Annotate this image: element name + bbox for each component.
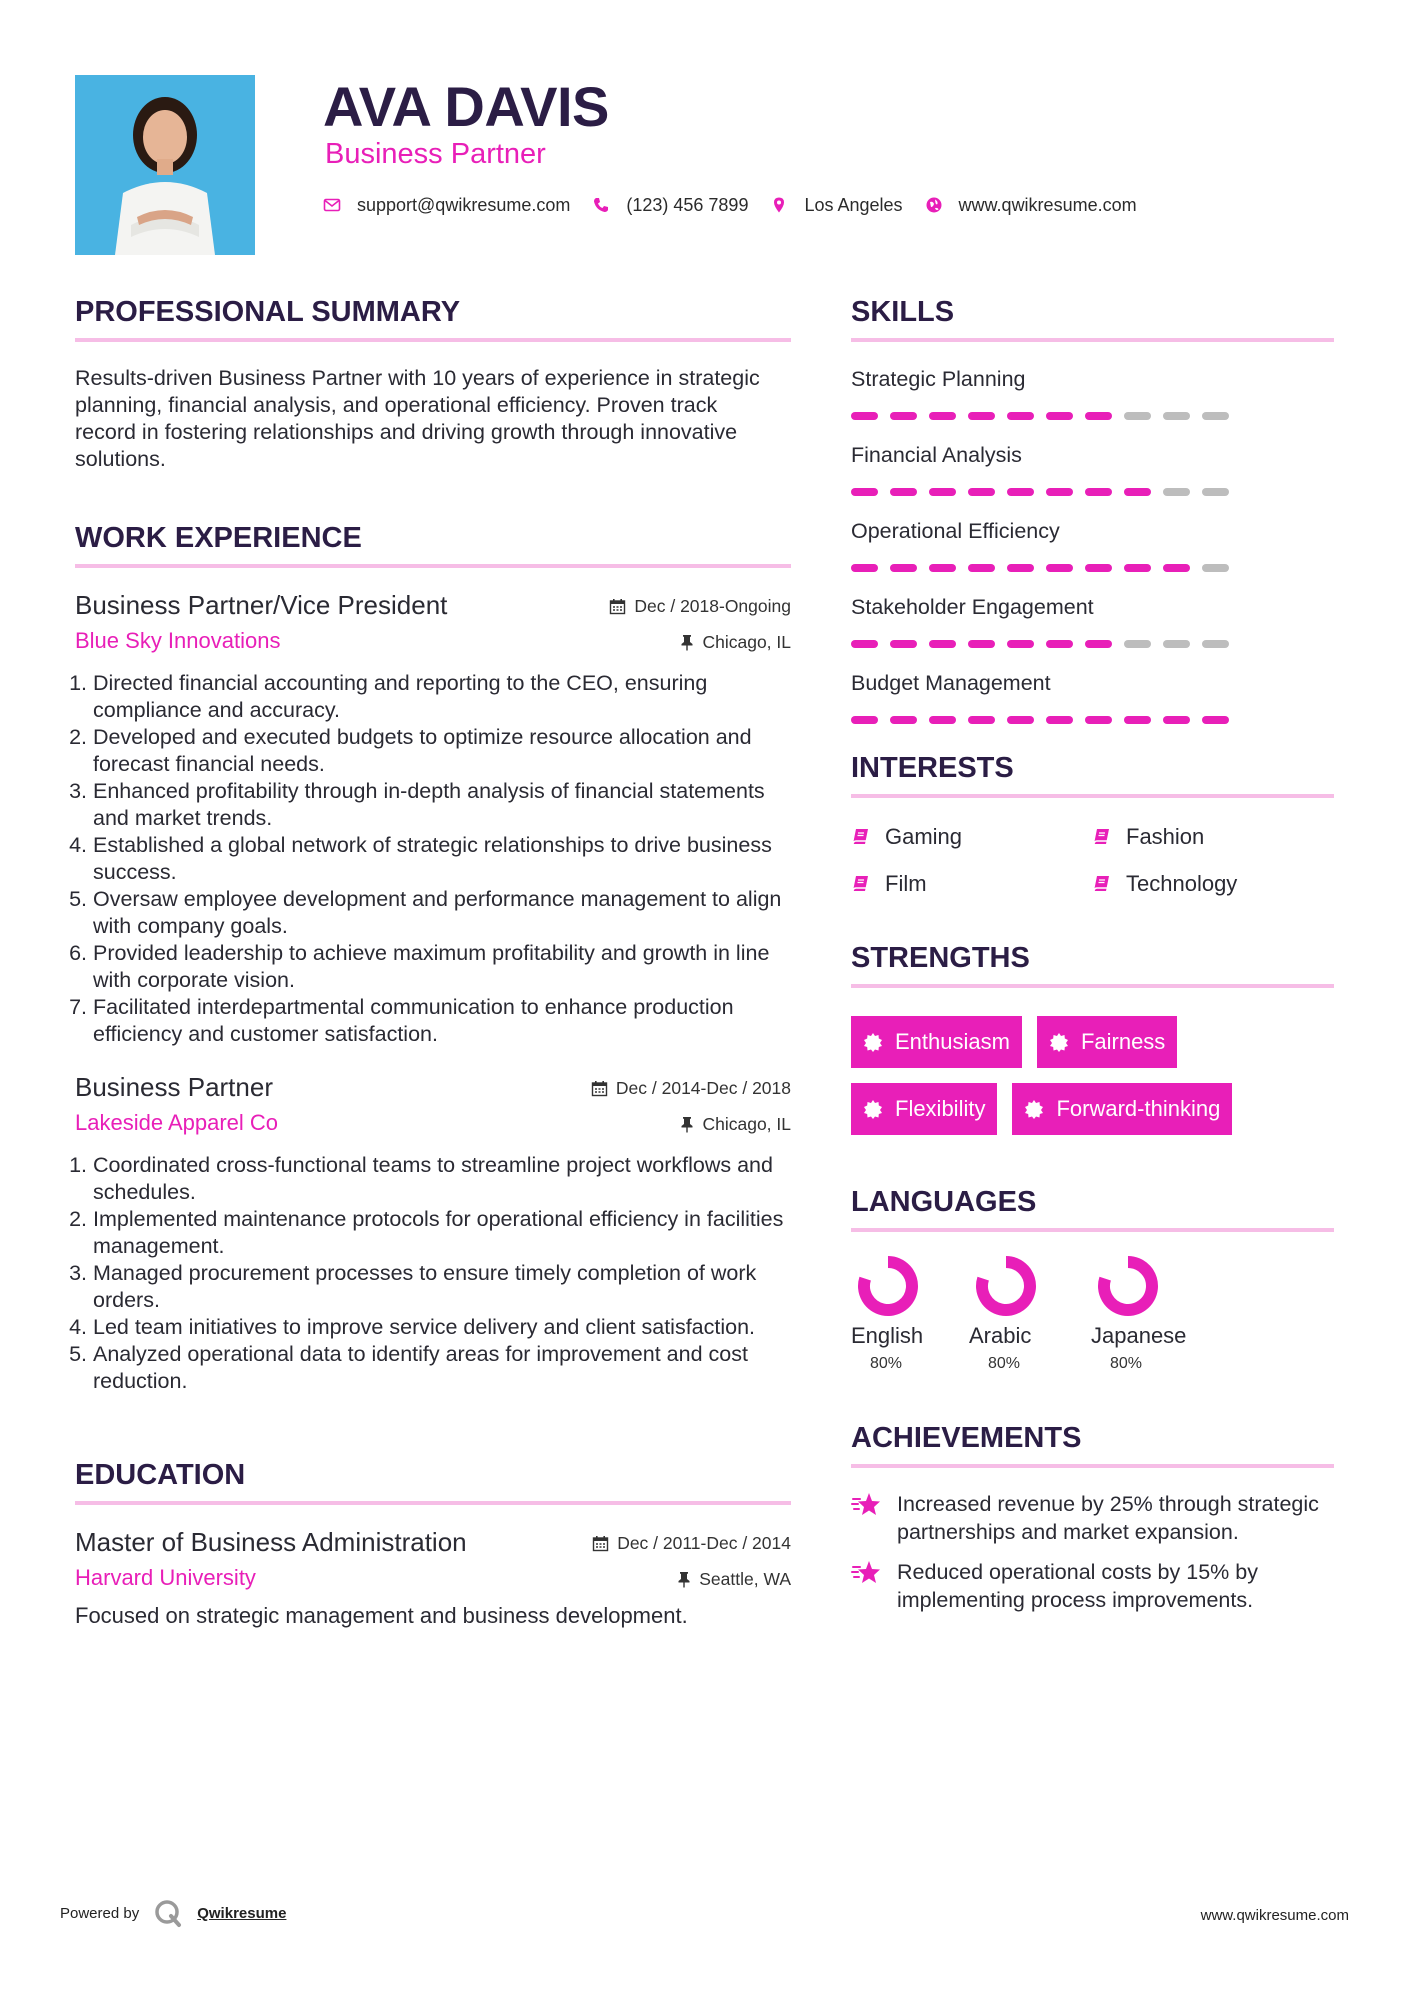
language-percent: 80% [1110, 1355, 1143, 1372]
pushpin-icon [680, 634, 694, 651]
section-heading-languages: LANGUAGES [851, 1186, 1037, 1218]
job-location [680, 1114, 791, 1135]
interests-list [851, 820, 1334, 900]
job-location-text: Chicago, IL [702, 632, 791, 652]
strength-label: Enthusiasm [895, 1029, 1010, 1054]
powered-by-label: Powered by [60, 1904, 140, 1922]
skill-level-segment [1007, 412, 1034, 420]
skill-level-segment [1046, 412, 1073, 420]
skill-level-segment [1163, 564, 1190, 572]
list-item: 3. Managed procurement processes to ensure timely completion of work orders. [93, 1260, 791, 1314]
qwikresume-logo-icon [153, 1898, 183, 1928]
skill-level-segment [1046, 640, 1073, 648]
skill-name: Financial Analysis [851, 443, 1022, 467]
contact-website[interactable] [925, 195, 1137, 216]
skill-item [851, 440, 1334, 496]
strength-tag [851, 1083, 997, 1135]
section-divider [851, 338, 1334, 342]
languages-list [851, 1255, 1334, 1373]
skills-section [851, 290, 1334, 724]
language-level-ring [1097, 1255, 1159, 1317]
skill-level-segment [1007, 716, 1034, 724]
strength-tag [851, 1016, 1022, 1068]
skill-level-segment [929, 412, 956, 420]
achievement-item [851, 1558, 1334, 1614]
skill-level-segment [1007, 564, 1034, 572]
list-item: 3. Enhanced profitability through in-depth analysis of financial statements and market trends. [93, 778, 791, 832]
language-percent: 80% [988, 1355, 1021, 1372]
section-heading-experience: WORK EXPERIENCE [75, 522, 362, 554]
education-description: Focused on strategic management and business development. [75, 1603, 688, 1628]
language-item [851, 1255, 969, 1373]
skill-level-segment [890, 564, 917, 572]
interest-label: Film [885, 870, 927, 896]
skill-item [851, 516, 1334, 572]
job-location-text: Chicago, IL [702, 1114, 791, 1134]
achievements-list [851, 1490, 1334, 1614]
section-heading-strengths: STRENGTHS [851, 942, 1030, 974]
right-column [851, 290, 1334, 1614]
strength-label: Flexibility [895, 1096, 986, 1121]
section-divider [851, 1228, 1334, 1232]
skill-level-segment [851, 488, 878, 496]
book-icon [851, 827, 871, 847]
contact-email[interactable] [323, 195, 570, 216]
section-heading-skills: SKILLS [851, 296, 955, 328]
skill-level-segment [968, 640, 995, 648]
left-column [75, 290, 791, 1629]
map-pin-icon [770, 196, 788, 214]
footer-powered-by [60, 1898, 286, 1928]
skill-level-segment [1085, 412, 1112, 420]
calendar-icon [609, 598, 626, 615]
badge-icon [1049, 1032, 1069, 1052]
skill-level-segment [851, 412, 878, 420]
interest-item [851, 867, 1092, 900]
section-heading-achievements: ACHIEVEMENTS [851, 1422, 1082, 1454]
footer-url[interactable]: www.qwikresume.com [1200, 1907, 1349, 1924]
skill-level-bar [851, 412, 1334, 420]
list-item: 6. Provided leadership to achieve maximum profitability and growth in line with corporate vision. [93, 940, 791, 994]
contact-location [770, 195, 902, 216]
language-item [969, 1255, 1087, 1373]
skill-level-segment [1046, 564, 1073, 572]
globe-icon [925, 196, 943, 214]
degree-title: Master of Business Administration [75, 1527, 467, 1557]
job-date [609, 596, 791, 617]
interest-item [851, 820, 1092, 853]
section-divider [851, 794, 1334, 798]
list-item: 1. Coordinated cross-functional teams to streamline project workflows and schedules. [93, 1152, 791, 1206]
list-item: 5. Analyzed operational data to identify areas for improvement and cost reduction. [93, 1341, 791, 1395]
education-location [677, 1569, 791, 1590]
education-location-text: Seattle, WA [699, 1569, 791, 1589]
book-icon [1092, 827, 1112, 847]
contact-email-text: support@qwikresume.com [357, 194, 571, 215]
skill-level-segment [1124, 640, 1151, 648]
skill-level-segment [929, 640, 956, 648]
section-divider [75, 1501, 791, 1505]
interest-item [1092, 867, 1333, 900]
strength-tag [1012, 1083, 1232, 1135]
skill-level-segment [890, 716, 917, 724]
job-entry [75, 590, 791, 1048]
skill-level-segment [1163, 488, 1190, 496]
job-title: Business Partner [75, 1072, 273, 1102]
list-item: 2. Implemented maintenance protocols for operational efficiency in facilities management. [93, 1206, 791, 1260]
interest-label: Gaming [885, 823, 963, 849]
contact-bar [323, 193, 1159, 217]
skill-level-segment [851, 640, 878, 648]
list-item: 1. Directed financial accounting and reporting to the CEO, ensuring compliance and accuracy. [93, 670, 791, 724]
strengths-section [851, 936, 1334, 1150]
calendar-icon [591, 1080, 608, 1097]
section-divider [75, 338, 791, 342]
language-name: Japanese [1091, 1323, 1187, 1348]
summary-section [75, 290, 791, 473]
language-percent: 80% [870, 1355, 903, 1372]
languages-section [851, 1180, 1334, 1373]
language-item [1091, 1255, 1209, 1373]
phone-icon [592, 196, 610, 214]
job-title: Business Partner/Vice President [75, 590, 448, 620]
education-entry [75, 1527, 791, 1629]
pushpin-icon [680, 1116, 694, 1133]
book-icon [851, 874, 871, 894]
job-bullet-list [75, 1152, 791, 1395]
skill-name: Operational Efficiency [851, 519, 1060, 543]
skill-level-segment [1124, 488, 1151, 496]
skill-name: Budget Management [851, 671, 1051, 695]
candidate-title: Business Partner [325, 138, 546, 170]
language-level-ring [975, 1255, 1037, 1317]
envelope-icon [323, 196, 341, 214]
list-item: 4. Led team initiatives to improve service delivery and client satisfaction. [93, 1314, 791, 1341]
skill-level-segment [929, 488, 956, 496]
skill-name: Stakeholder Engagement [851, 595, 1094, 619]
skill-level-segment [1046, 488, 1073, 496]
language-name: English [851, 1323, 924, 1348]
education-date-text: Dec / 2011-Dec / 2014 [617, 1533, 791, 1553]
education-date [592, 1533, 791, 1554]
book-icon [1092, 874, 1112, 894]
profile-photo [75, 75, 255, 255]
pushpin-icon [677, 1571, 691, 1588]
skill-item [851, 364, 1334, 420]
contact-website-text: www.qwikresume.com [958, 194, 1137, 215]
achievement-text: Increased revenue by 25% through strategic partnerships and market expansion. [897, 1492, 1319, 1544]
skill-item [851, 592, 1334, 648]
skill-level-segment [1163, 716, 1190, 724]
badge-icon [1024, 1099, 1044, 1119]
star-icon [851, 1490, 883, 1522]
skill-level-segment [890, 640, 917, 648]
company-name: Blue Sky Innovations [75, 628, 281, 653]
skill-level-segment [1163, 412, 1190, 420]
list-item: 4. Established a global network of strategic relationships to drive business success. [93, 832, 791, 886]
contact-phone[interactable] [592, 195, 748, 216]
skill-level-segment [1046, 716, 1073, 724]
skill-level-bar [851, 564, 1334, 572]
section-divider [851, 984, 1334, 988]
achievement-text: Reduced operational costs by 15% by implementing process improvements. [897, 1560, 1258, 1612]
skill-level-segment [929, 564, 956, 572]
skill-level-segment [1124, 564, 1151, 572]
skill-level-segment [851, 716, 878, 724]
badge-icon [863, 1099, 883, 1119]
language-level-arc [982, 1262, 1030, 1310]
skill-level-segment [1202, 716, 1229, 724]
strength-label: Forward-thinking [1056, 1096, 1221, 1121]
skill-level-bar [851, 716, 1334, 724]
skill-level-segment [968, 564, 995, 572]
summary-text: Results-driven Business Partner with 10 years of experience in strategic planning, financial analysis, and operational efficiency. Proven track record in fostering relationships and driving growth through innovative solutions. [75, 366, 760, 471]
skill-level-segment [968, 488, 995, 496]
list-item: 5. Oversaw employee development and performance management to align with company goals. [93, 886, 791, 940]
school-name: Harvard University [75, 1565, 256, 1590]
job-date [591, 1078, 791, 1099]
candidate-name: AVA DAVIS [323, 75, 609, 138]
interest-label: Fashion [1126, 823, 1205, 849]
skill-level-segment [968, 412, 995, 420]
skill-level-segment [929, 716, 956, 724]
education-section [75, 1453, 791, 1629]
interest-label: Technology [1126, 870, 1238, 896]
contact-location-text: Los Angeles [804, 194, 903, 215]
skill-level-segment [1124, 412, 1151, 420]
job-bullet-list [75, 670, 791, 1048]
skill-level-segment [1202, 488, 1229, 496]
skill-level-segment [890, 488, 917, 496]
skill-level-segment [1163, 640, 1190, 648]
skill-level-segment [1085, 488, 1112, 496]
skill-level-segment [968, 716, 995, 724]
company-name: Lakeside Apparel Co [75, 1110, 279, 1135]
section-heading-education: EDUCATION [75, 1459, 246, 1491]
skill-item [851, 668, 1334, 724]
section-divider [75, 564, 791, 568]
list-item: 2. Developed and executed budgets to optimize resource allocation and forecast financial needs. [93, 724, 791, 778]
skill-level-segment [1085, 564, 1112, 572]
skill-level-segment [1202, 564, 1229, 572]
skill-level-segment [1085, 716, 1112, 724]
job-date-text: Dec / 2014-Dec / 2018 [615, 1078, 791, 1098]
qwikresume-link[interactable]: Qwikresume [197, 1904, 287, 1922]
achievements-section [851, 1416, 1334, 1614]
interests-section [851, 746, 1334, 900]
experience-section [75, 516, 791, 1395]
strengths-list [851, 1016, 1334, 1150]
skills-list [851, 364, 1334, 724]
language-name: Arabic [969, 1323, 1032, 1348]
badge-icon [863, 1032, 883, 1052]
strength-tag [1037, 1016, 1177, 1068]
job-date-text: Dec / 2018-Ongoing [634, 596, 791, 616]
section-heading-interests: INTERESTS [851, 752, 1014, 784]
language-level-arc [864, 1262, 912, 1310]
interest-item [1092, 820, 1333, 853]
skill-level-bar [851, 488, 1334, 496]
achievement-item [851, 1490, 1334, 1546]
skill-level-segment [1085, 640, 1112, 648]
skill-level-bar [851, 640, 1334, 648]
star-icon [851, 1558, 883, 1590]
contact-phone-text: (123) 456 7899 [626, 194, 749, 215]
skill-level-segment [1007, 640, 1034, 648]
job-location [680, 632, 791, 653]
language-level-ring [857, 1255, 919, 1317]
skill-level-segment [1202, 412, 1229, 420]
calendar-icon [592, 1535, 609, 1552]
language-level-arc [1104, 1262, 1152, 1310]
skill-level-segment [890, 412, 917, 420]
person-portrait-image [75, 75, 255, 255]
strength-label: Fairness [1080, 1029, 1166, 1054]
skill-name: Strategic Planning [851, 367, 1026, 391]
section-heading-summary: PROFESSIONAL SUMMARY [75, 296, 461, 328]
section-divider [851, 1464, 1334, 1468]
skill-level-segment [1124, 716, 1151, 724]
job-entry [75, 1072, 791, 1395]
skill-level-segment [1007, 488, 1034, 496]
skill-level-segment [851, 564, 878, 572]
skill-level-segment [1202, 640, 1229, 648]
list-item: 7. Facilitated interdepartmental communication to enhance production efficiency and customer satisfaction. [93, 994, 791, 1048]
